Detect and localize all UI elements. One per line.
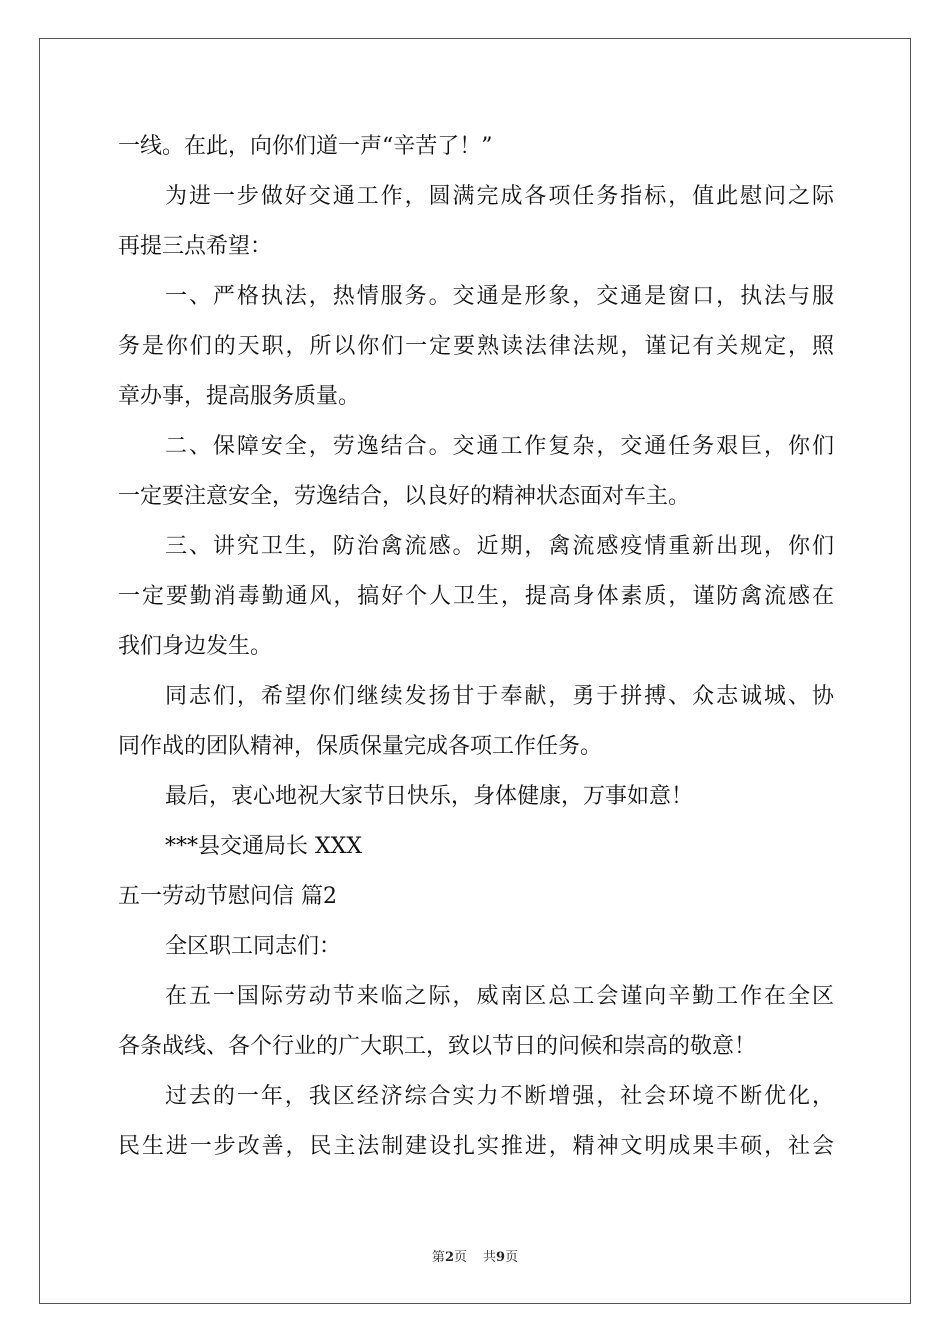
salutation: 全区职工同志们： <box>165 934 342 959</box>
text-line: 一定要注意安全，劳逸结合，以良好的精神状态面对车主。 <box>118 484 691 509</box>
page-suffix: 页 <box>453 1250 467 1265</box>
paragraph-start: 一、严格执法，热情服务。交通是形象，交通是窗口，执法与服 <box>165 284 834 309</box>
paragraph-start: 最后，衷心地祝大家节日快乐，身体健康，万事如意！ <box>165 784 694 809</box>
text-line: 一定要勤消毒勤通风，搞好个人卫生，提高身体素质，谨防禽流感在 <box>118 584 834 609</box>
total-page-number: 9 <box>496 1250 506 1265</box>
text-line: 我们身边发生。 <box>118 634 273 659</box>
total-prefix: 共 <box>483 1250 497 1265</box>
text-line: 各条战线、各个行业的广大职工，致以节日的问候和崇高的敬意！ <box>118 1034 757 1059</box>
paragraph-start: 为进一步做好交通工作，圆满完成各项任务指标，值此慰问之际 <box>165 184 834 209</box>
paragraph-start: 在五一国际劳动节来临之际，威南区总工会谨向辛勤工作在全区 <box>165 984 834 1009</box>
current-page-number: 2 <box>444 1250 454 1265</box>
page-footer <box>0 1246 950 1265</box>
signature-line: ***县交通局长 XXX <box>165 834 362 859</box>
total-suffix: 页 <box>505 1250 519 1265</box>
paragraph-start: 过去的一年，我区经济综合实力不断增强，社会环境不断优化， <box>165 1084 834 1109</box>
paragraph-start: 二、保障安全，劳逸结合。交通工作复杂，交通任务艰巨，你们 <box>165 434 834 459</box>
text-line: 一线。在此，向你们道一声“辛苦了！” <box>118 134 493 159</box>
text-line: 民生进一步改善，民主法制建设扎实推进，精神文明成果丰硕，社会 <box>118 1134 834 1159</box>
text-line: 同作战的团队精神，保质保量完成各项工作任务。 <box>118 734 603 759</box>
paragraph-start: 三、讲究卫生，防治禽流感。近期，禽流感疫情重新出现，你们 <box>165 534 834 559</box>
text-line: 务是你们的天职，所以你们一定要熟读法律法规，谨记有关规定，照 <box>118 334 834 359</box>
document-body <box>118 122 834 1172</box>
paragraph-start: 同志们，希望你们继续发扬甘于奉献，勇于拼搏、众志诚城、协 <box>165 684 834 709</box>
text-line: 再提三点希望： <box>118 234 273 259</box>
section-heading: 五一劳动节慰问信 篇2 <box>118 884 337 909</box>
page-prefix: 第 <box>431 1250 445 1265</box>
text-line: 章办事，提高服务质量。 <box>118 384 361 409</box>
